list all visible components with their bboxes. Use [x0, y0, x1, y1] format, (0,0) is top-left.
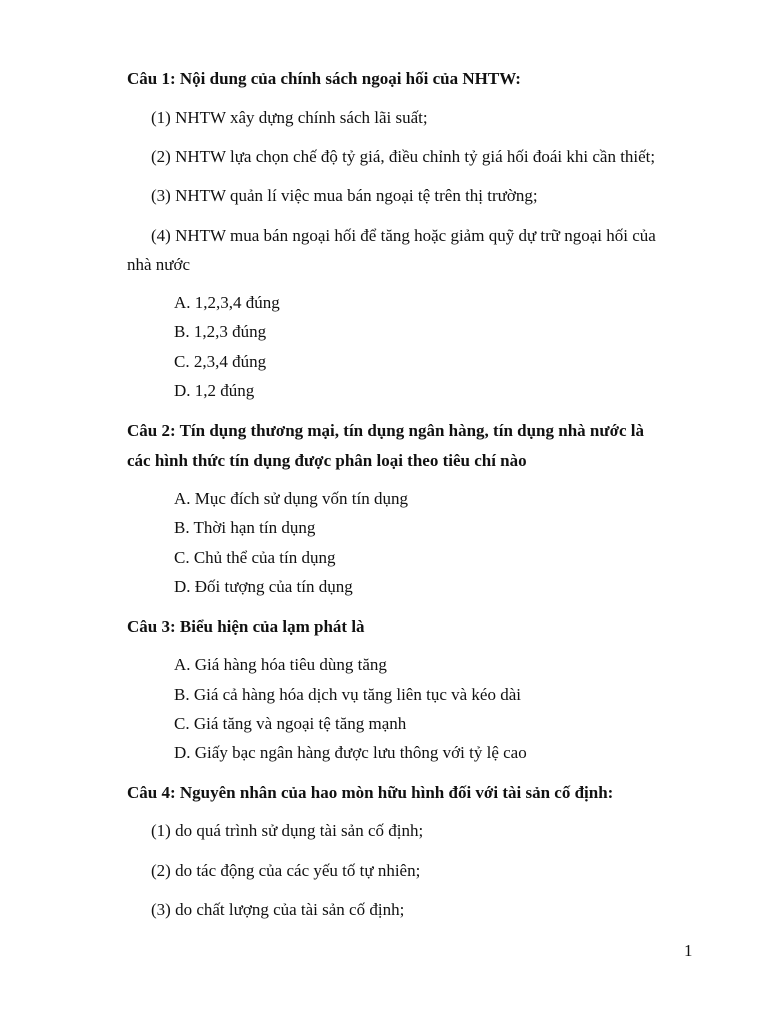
question-1-choice-b: B. 1,2,3 đúng — [174, 322, 267, 341]
question-4-statement-2: (2) do tác động của các yếu tố tự nhiên; — [151, 861, 421, 880]
question-3-choice-c: C. Giá tăng và ngoại tệ tăng mạnh — [174, 714, 407, 733]
question-2-title-line-1: Câu 2: Tín dụng thương mại, tín dụng ngân hàng, tín dụng nhà nước là — [127, 421, 645, 440]
question-4-statement-1: (1) do quá trình sử dụng tài sản cố định; — [151, 821, 424, 840]
question-4-statement-3: (3) do chất lượng của tài sản cố định; — [151, 900, 405, 919]
question-1-statement-3: (3) NHTW quản lí việc mua bán ngoại tệ trên thị trường; — [151, 186, 538, 205]
question-1-statement-4-continued: nhà nước — [127, 255, 191, 274]
question-3-title: Câu 3: Biểu hiện của lạm phát là — [127, 617, 365, 636]
question-1-title: Câu 1: Nội dung của chính sách ngoại hối của NHTW: — [127, 69, 521, 88]
question-1-statement-1: (1) NHTW xây dựng chính sách lãi suất; — [151, 108, 428, 127]
question-2-choice-a: A. Mục đích sử dụng vốn tín dụng — [174, 489, 408, 508]
question-2-choice-b: B. Thời hạn tín dụng — [174, 518, 316, 537]
question-1-choice-a: A. 1,2,3,4 đúng — [174, 293, 280, 312]
question-3-choice-b: B. Giá cả hàng hóa dịch vụ tăng liên tục và kéo dài — [174, 685, 521, 704]
question-1-choice-c: C. 2,3,4 đúng — [174, 352, 267, 371]
question-3-choice-a: A. Giá hàng hóa tiêu dùng tăng — [174, 655, 387, 674]
question-1-statement-2: (2) NHTW lựa chọn chế độ tỷ giá, điều chỉnh tỷ giá hối đoái khi cần thiết; — [151, 147, 656, 166]
question-2-choice-c: C. Chủ thể của tín dụng — [174, 548, 336, 567]
question-2-title-line-2: các hình thức tín dụng được phân loại theo tiêu chí nào — [127, 451, 527, 470]
question-3-choice-d: D. Giấy bạc ngân hàng được lưu thông với tỷ lệ cao — [174, 743, 527, 762]
question-2-choice-d: D. Đối tượng của tín dụng — [174, 577, 353, 596]
question-1-statement-4: (4) NHTW mua bán ngoại hối để tăng hoặc giảm quỹ dự trữ ngoại hối của — [151, 226, 656, 245]
question-1-choice-d: D. 1,2 đúng — [174, 381, 255, 400]
page-number: 1 — [684, 941, 693, 960]
question-4-title: Câu 4: Nguyên nhân của hao mòn hữu hình đối với tài sản cố định: — [127, 783, 614, 802]
